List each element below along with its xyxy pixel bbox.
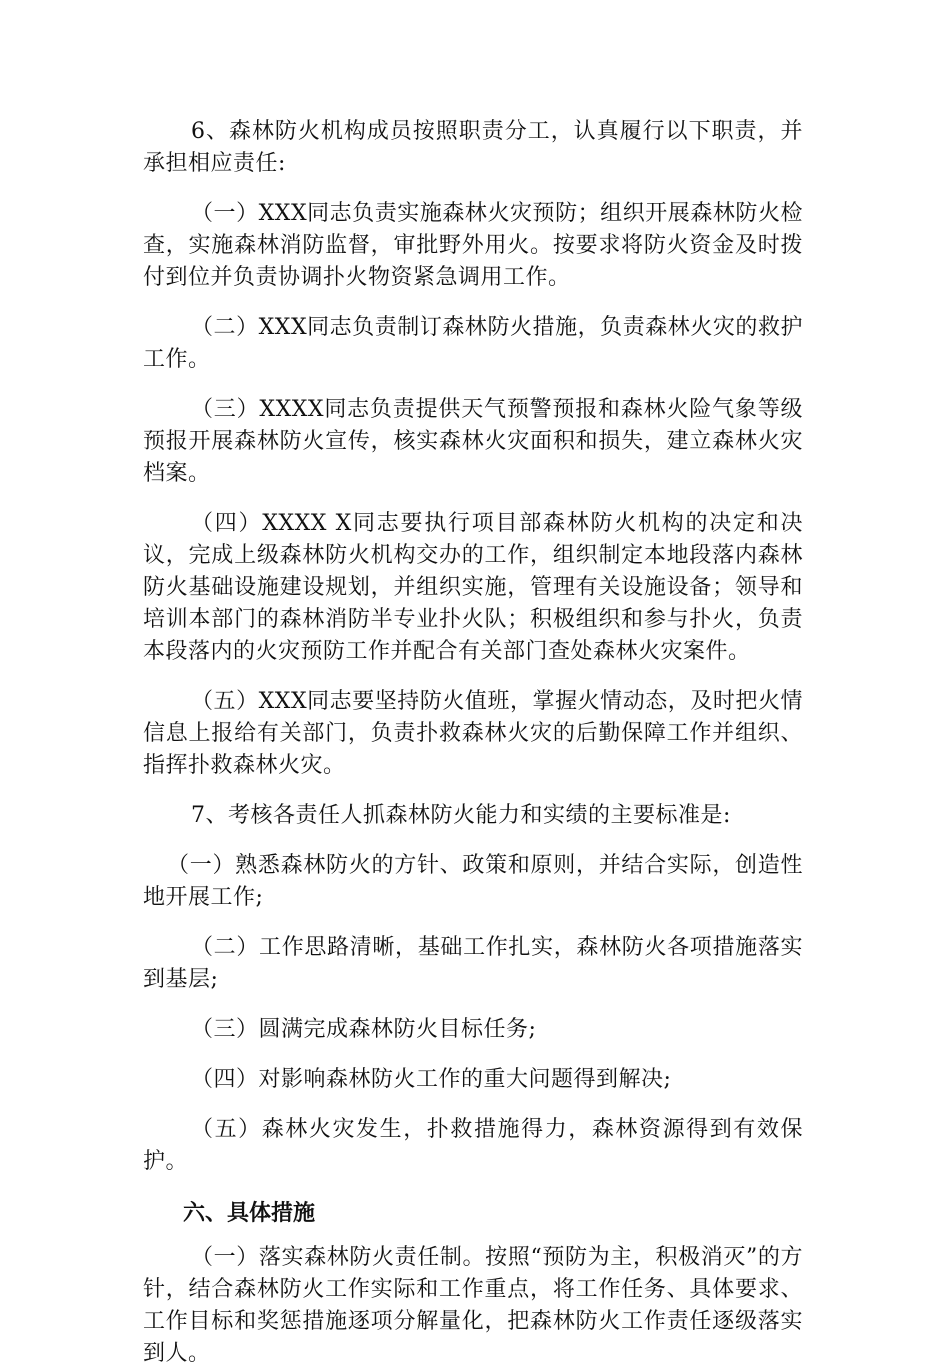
section-heading-measures: 六、具体措施: [183, 1201, 316, 1226]
paragraph-duty-2: （二）XXX同志负责制订森林防火措施，负责森林火灾的救护工作。: [143, 315, 803, 372]
paragraph-criteria-1: （一）熟悉森林防火的方针、政策和原则，并结合实际，创造性地开展工作;: [143, 853, 803, 910]
paragraph-duty-5: （五）XXX同志要坚持防火值班，掌握火情动态，及时把火情信息上报给有关部门，负责扑救森林火灾的后勤保障工作并组织、指挥扑救森林火灾。: [143, 689, 803, 778]
paragraph-criteria-5: （五）森林火灾发生，扑救措施得力，森林资源得到有效保护。: [143, 1117, 803, 1174]
paragraph-criteria-intro: 7、考核各责任人抓森林防火能力和实绩的主要标准是:: [191, 803, 731, 828]
paragraph-duty-3: （三）XXXX同志负责提供天气预警预报和森林火险气象等级预报开展森林防火宣传，核实森林火灾面积和损失，建立森林火灾档案。: [143, 397, 803, 486]
document-body: [143, 116, 803, 1370]
paragraph-criteria-3: （三）圆满完成森林防火目标任务;: [191, 1017, 537, 1042]
paragraph-criteria-2: （二）工作思路清晰，基础工作扎实，森林防火各项措施落实到基层;: [143, 935, 803, 992]
paragraph-measure-1: （一）落实森林防火责任制。按照“预防为主，积极消灭”的方针，结合森林防火工作实际和工作重点，将工作任务、具体要求、工作目标和奖惩措施逐项分解量化，把森林防火工作责任逐级落实到人。: [143, 1245, 803, 1366]
paragraph-duty-intro: 6、森林防火机构成员按照职责分工，认真履行以下职责，并承担相应责任:: [143, 119, 803, 176]
paragraph-criteria-4: （四）对影响森林防火工作的重大问题得到解决;: [191, 1067, 672, 1092]
paragraph-duty-1: （一）XXX同志负责实施森林火灾预防；组织开展森林防火检查，实施森林消防监督，审批野外用火。按要求将防火资金及时拨付到位并负责协调扑火物资紧急调用工作。: [143, 201, 803, 290]
paragraph-duty-4: （四）XXXX X同志要执行项目部森林防火机构的决定和决议，完成上级森林防火机构交办的工作，组织制定本地段落内森林防火基础设施建设规划，并组织实施，管理有关设施设备；领导和培训本部门的森林消防半专业扑火队；积极组织和参与扑火，负责本段落内的火灾预防工作并配合有关部门查处森林火灾案件。: [143, 511, 803, 664]
